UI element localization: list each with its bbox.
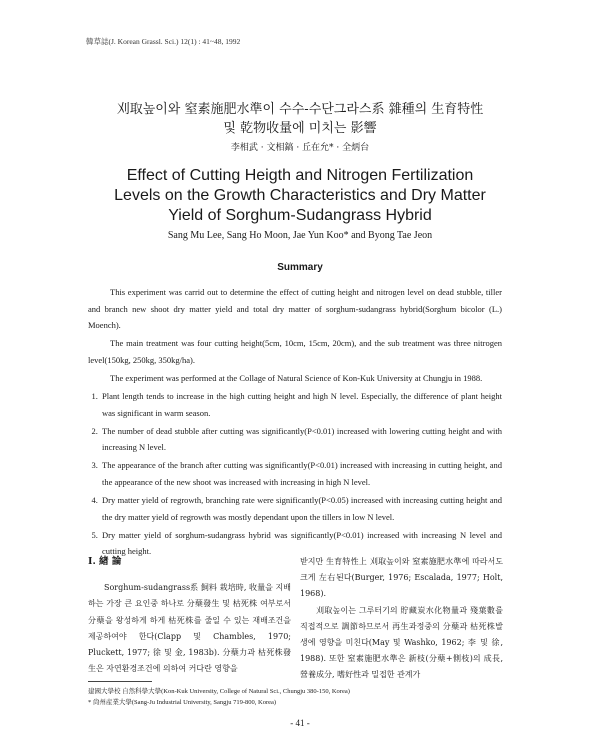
- summary-body: [88, 284, 502, 562]
- intro-paragraph-2: 刈取높이는 그루터기의 貯藏炭水化物量과 殘葉數를 직접적으로 調節하므로서 再生과정중의 分蘖과 枯死株발생에 영향을 미친다(May 및 Washko, 1962; 李 및 徐, 1988). 또한 窒素施肥水準은 新枝(分蘖+側枝)의 成長, 營養成分, 嗜好性과 밀접한 관계가: [300, 605, 503, 680]
- summary-finding-5: 5. Dry matter yield of sorghum-sudangrass hybrid was significantly(P<0.01) increased with increasing N level and cutting height.: [100, 527, 502, 560]
- summary-findings-list: [88, 388, 502, 560]
- footnote-affiliation-1: 建國大學校 自然科學大學(Kon-Kuk University, College of Natural Sci., Chungju 380-150, Korea): [88, 688, 350, 695]
- journal-citation: 韓草誌(J. Korean Grassl. Sci.) 12(1) : 41~48, 1992: [86, 37, 241, 46]
- english-authors: Sang Mu Lee, Sang Ho Moon, Jae Yun Koo* and Byong Tae Jeon: [167, 230, 433, 241]
- summary-paragraph-1: This experiment was carrid out to determine the effect of cutting height and nitrogen level on dead stubble, tiller and branch new shoot dry matter yield and total dry matter of sorghum-sudangrass hybrid(Sorghum bicolor (L.) Moench).: [88, 287, 502, 331]
- footnote-divider: [88, 681, 152, 682]
- intro-paragraph-1: Sorghum-sudangrass系 飼料 栽培時, 收量을 지배하는 가장 큰 요인중 하나로 分蘖發生 및 枯死株 여부로서 分蘖을 왕성하게 하게 枯死株를 줄일 수 있는 재배조건을 제공하여야 한다(Clapp 및 Chambles, 1970; Pluckett, 1977; 徐 및 金, 1983b). 分蘖力과 枯死株發生은 자연환경조건에 의하여 커다란 영향을: [88, 583, 291, 674]
- summary-paragraph-2: The main treatment was four cutting height(5cm, 10cm, 15cm, 20cm), and the sub treatment was three nitrogen level(150kg, 250kg, 350kg/ha).: [88, 338, 502, 365]
- english-title-line-3: Yield of Sorghum-Sudangrass Hybrid: [168, 207, 432, 224]
- introduction-heading: Ⅰ. 緖 論: [88, 556, 122, 567]
- intro-left-column: [88, 554, 291, 677]
- footnote-affiliation-2: * 尙州産業大學(Sang-Ju Industrial University, Sangju 719-800, Korea): [88, 699, 277, 706]
- korean-authors: 李相武 · 文相鎬 · 丘在允* · 全炳台: [230, 143, 370, 153]
- summary-finding-2: 2. The number of dead stubble after cutting was significantly(P<0.01) increased with lowering cutting height and with increasing N level.: [100, 423, 502, 456]
- summary-finding-3: 3. The appearance of the branch after cutting was significantly(P<0.01) increased with increasing in cutting height, and the appearance of the new shoot was increased with increasing in high N level.: [100, 457, 502, 490]
- summary-finding-4: 4. Dry matter yield of regrowth, branching rate were significantly(P<0.05) increased with increasing cutting height and the dry matter yield of regrowth was mostly dependant upon the tillers in low N level.: [100, 492, 502, 525]
- intro-right-column: [300, 554, 503, 684]
- intro-paragraph-1-continued: 받지만 生育特性上 刈取높이와 窒素施肥水準에 따라서도 크게 左右된다(Burger, 1976; Escalada, 1977; Holt, 1968).: [300, 557, 503, 599]
- english-title-line-2: Levels on the Growth Characteristics and Dry Matter: [114, 187, 486, 204]
- english-title-line-1: Effect of Cutting Heigth and Nitrogen Fertilization: [126, 167, 474, 184]
- korean-title-line-2: 및 乾物收量에 미치는 影響: [223, 121, 377, 136]
- page-number: - 41 -: [290, 718, 310, 728]
- summary-paragraph-3: The experiment was performed at the Collage of Natural Science of Kon-Kuk University at Chungju in 1988.: [110, 372, 483, 383]
- summary-finding-1: 1. Plant length tends to increase in the high cutting height and high N level. Especially, the difference of plant height was significant in warm season.: [100, 388, 502, 421]
- korean-title-line-1: 刈取높이와 窒素施肥水準이 수수-수단그라스系 雜種의 生育特性: [116, 102, 484, 117]
- summary-heading: Summary: [277, 262, 323, 273]
